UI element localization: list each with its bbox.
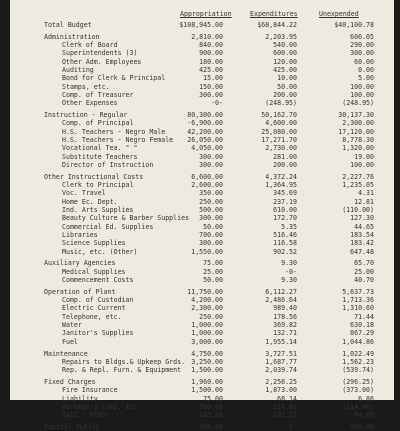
unexpended-value: 1,235.05 [342, 181, 374, 190]
expenditures-value: 1,687.77 [265, 357, 297, 366]
appropriation-value: 840.00 [199, 41, 223, 50]
unexpended-value: 84.69 [354, 411, 374, 420]
unexpended-value: 12.81 [354, 197, 374, 206]
line-item-row [10, 239, 394, 247]
unexpended-value: 30,137.30 [338, 111, 374, 120]
row-label: Medical Supplies [62, 267, 126, 276]
appropriation-value: 250.00 [199, 197, 223, 206]
unexpended-value: 1,320.00 [342, 144, 374, 153]
unexpended-value: 19.00 [354, 152, 374, 161]
row-label: Liability [62, 394, 98, 403]
unexpended-value: 17,120.00 [338, 127, 374, 136]
appropriation-value: 350.00 [199, 189, 223, 198]
expenditures-value: 540.00 [273, 41, 297, 50]
unexpended-value: 500.00 [350, 423, 374, 431]
expenditures-value: 237.19 [273, 197, 297, 206]
line-item-row [10, 276, 394, 284]
line-item-row [10, 304, 394, 312]
appropriation-value: 42,200.00 [187, 127, 223, 136]
category-row [10, 259, 394, 267]
row-label: Electric Current [62, 304, 126, 313]
unexpended-value: (373.00) [342, 386, 374, 395]
line-item-row [10, 214, 394, 222]
expenditures-value: 610.00 [273, 206, 297, 215]
expenditures-value: 345.69 [273, 189, 297, 198]
line-item-row [10, 49, 394, 57]
unexpended-value: 300.00 [350, 49, 374, 58]
appropriation-value: 2,600.00 [191, 181, 223, 190]
unexpended-value: (114.00) [342, 402, 374, 411]
appropriation-value: 6,600.00 [191, 172, 223, 181]
unexpended-value: 647.48 [350, 247, 374, 256]
expenditures-value: 116.58 [273, 239, 297, 248]
expenditures-value: 50,162.70 [261, 111, 297, 120]
appropriation-value: 300.00 [199, 90, 223, 99]
row-label: Ind. Arts Supplies [62, 206, 134, 215]
expenditures-value: 50.00 [277, 82, 297, 91]
line-item-row [10, 403, 394, 411]
unexpended-value: 183.54 [350, 230, 374, 239]
row-label: Voc. Travel [62, 189, 106, 198]
unexpended-value: 5,637.73 [342, 287, 374, 296]
line-item-row [10, 321, 394, 329]
row-label: Janitor's Supplies [62, 329, 134, 338]
appropriation-value: 25.00 [203, 267, 223, 276]
budget-table [10, 21, 394, 431]
appropriation-value: $108,945.00 [179, 21, 223, 29]
unexpended-value: (248.95) [342, 99, 374, 108]
unexpended-value: 867.29 [350, 329, 374, 338]
line-item-row [10, 296, 394, 304]
appropriation-value: 900.00 [199, 49, 223, 58]
line-item-row [10, 411, 394, 419]
expenditures-value: 516.46 [273, 230, 297, 239]
appropriation-value: 250.00 [199, 312, 223, 321]
row-label: Comp. of Principal [62, 119, 134, 128]
row-label: Repairs to Bldgs.& Upkeep Grds. [62, 357, 186, 366]
expenditures-value: 989.40 [273, 304, 297, 313]
unexpended-value: 8,778.30 [342, 136, 374, 145]
row-label: Total Budget [44, 21, 92, 29]
line-item-row [10, 58, 394, 66]
expenditures-value: 101.31 [273, 411, 297, 420]
row-label: H.S. Teachers - Negro Female [62, 136, 174, 145]
line-item-row [10, 153, 394, 161]
line-item-row [10, 119, 394, 127]
row-label: Other Instructional Costs [44, 172, 144, 181]
expenditures-value: 25,080.00 [261, 127, 297, 136]
category-row [10, 350, 394, 358]
unexpended-value: 71.44 [354, 312, 374, 321]
line-item-row [10, 198, 394, 206]
unexpended-value: 44.65 [354, 222, 374, 231]
appropriation-value: 425.00 [199, 66, 223, 75]
appropriation-value: 2,300.00 [191, 304, 223, 313]
unexpended-value: 1,022.49 [342, 349, 374, 358]
unexpended-value: 1,713.36 [342, 296, 374, 305]
appropriation-value: 50.00 [203, 222, 223, 231]
expenditures-value: -0- [285, 267, 297, 276]
unexpended-value: (110.00) [342, 206, 374, 215]
expenditures-value: 2,730.00 [265, 144, 297, 153]
unexpended-value: 40.70 [354, 275, 374, 284]
appropriation-value: 150.00 [199, 82, 223, 91]
row-label: Other Expenses [62, 99, 118, 108]
appropriation-value: 4,200.00 [191, 296, 223, 305]
appropriation-value: 4,050.00 [191, 144, 223, 153]
line-item-row [10, 41, 394, 49]
expenditures-value: $68,844.22 [257, 21, 297, 29]
expenditures-value: 200.00 [273, 160, 297, 169]
expenditures-value: (248.95) [265, 99, 297, 108]
appropriation-value: 4,750.00 [191, 349, 223, 358]
line-item-row [10, 91, 394, 99]
row-label: Commercial Ed. Supplies [62, 222, 154, 231]
category-row [10, 423, 394, 431]
expenditures-value: 9.30 [281, 259, 297, 268]
appropriation-value: 3,000.00 [191, 337, 223, 346]
appropriation-value: 300.00 [199, 160, 223, 169]
line-item-row [10, 144, 394, 152]
row-label: Clerk to Principal [62, 181, 134, 190]
row-label: Fixed Charges [44, 378, 96, 387]
appropriation-value: 50.00 [203, 275, 223, 284]
appropriation-value: 500.00 [199, 206, 223, 215]
expenditures-value: 17,271.70 [261, 136, 297, 145]
line-item-row [10, 268, 394, 276]
row-label: Libraries [62, 230, 98, 239]
row-label: Capital Outlay [44, 423, 100, 431]
appropriation-value: 1,960.00 [191, 378, 223, 387]
unexpended-value: 2,227.76 [342, 172, 374, 181]
row-label: Science Supplies [62, 239, 126, 248]
appropriation-value: 180.00 [199, 57, 223, 66]
expenditures-value: 132.71 [273, 329, 297, 338]
unexpended-value: 100.00 [350, 82, 374, 91]
category-row [10, 378, 394, 386]
row-label: Comp. of Treasurer [62, 90, 134, 99]
unexpended-value: 606.05 [350, 32, 374, 41]
unexpended-value: $40,100.78 [334, 21, 374, 29]
appropriation-value: 75.00 [203, 394, 223, 403]
expenditures-value: 172.70 [273, 214, 297, 223]
appropriation-value: 300.00 [199, 239, 223, 248]
expenditures-value: 10.00 [277, 74, 297, 83]
row-label: Telephone, etc. [62, 312, 122, 321]
category-row [10, 21, 394, 29]
appropriation-value: 185.00 [199, 411, 223, 420]
unexpended-value: 1,562.23 [342, 357, 374, 366]
unexpended-value: 2,300.00 [342, 119, 374, 128]
appropriation-value: 2,810.00 [191, 32, 223, 41]
line-item-row [10, 189, 394, 197]
line-item-row [10, 248, 394, 256]
expenditures-value: 5.35 [281, 222, 297, 231]
appropriation-value: -0- [211, 99, 223, 108]
expenditures-value: -0- [285, 423, 297, 431]
category-row [10, 33, 394, 41]
row-label: OASI - Other [62, 411, 110, 420]
unexpended-value: (539.74) [342, 366, 374, 375]
unexpended-value: 630.18 [350, 321, 374, 330]
row-label: Maintenance [44, 349, 88, 358]
expenditures-value: 1,364.95 [265, 181, 297, 190]
appropriation-value: 1,550.00 [191, 247, 223, 256]
expenditures-value: 600.00 [273, 49, 297, 58]
unexpended-value: 6.86 [358, 394, 374, 403]
unexpended-value: 290.00 [350, 41, 374, 50]
row-label: Director of Instruction [62, 160, 154, 169]
expenditures-value: 3,727.51 [265, 349, 297, 358]
line-item-row [10, 358, 394, 366]
unexpended-value: 183.42 [350, 239, 374, 248]
expenditures-value: 1,873.00 [265, 386, 297, 395]
unexpended-value: 25.00 [354, 267, 374, 276]
appropriation-value: 1,000.00 [191, 329, 223, 338]
unexpended-value: 65.70 [354, 259, 374, 268]
row-label: Rep. & Repl. Furn. & Equipment [62, 366, 182, 375]
line-item-row [10, 99, 394, 107]
appropriation-value: 300.00 [199, 152, 223, 161]
expenditures-value: 9.30 [281, 275, 297, 284]
row-label: Administration [44, 32, 100, 41]
unexpended-value: 4.31 [358, 189, 374, 198]
appropriation-value: 15.00 [203, 74, 223, 83]
appropriation-value: 1,000.00 [191, 321, 223, 330]
appropriation-value: 3,250.00 [191, 357, 223, 366]
category-row [10, 288, 394, 296]
unexpended-value: 100.00 [350, 90, 374, 99]
line-item-row [10, 313, 394, 321]
appropriation-value: 700.00 [199, 230, 223, 239]
expenditures-value: 2,039.74 [265, 366, 297, 375]
expenditures-header: Expenditures [250, 10, 298, 18]
expenditures-value: 2,256.25 [265, 378, 297, 387]
row-label: Operation of Plant [44, 287, 116, 296]
appropriation-value: 75.00 [203, 259, 223, 268]
line-item-row [10, 395, 394, 403]
column-headers [10, 10, 394, 20]
row-label: Superintendents (3) [62, 49, 138, 58]
appropriation-value: 1,500.00 [191, 366, 223, 375]
row-label: Water [62, 321, 82, 330]
line-item-row [10, 366, 394, 374]
line-item-row [10, 386, 394, 394]
unexpended-header: Unexpended [319, 10, 359, 18]
row-label: Comp. of Custodian [62, 296, 134, 305]
expenditures-value: 1,955.14 [265, 337, 297, 346]
row-label: Music, etc. (Other) [62, 247, 138, 256]
appropriation-header: Appropriation [180, 10, 232, 18]
row-label: Home Ec. Dept. [62, 197, 118, 206]
line-item-row [10, 329, 394, 337]
appropriation-value: 26,050.00 [187, 136, 223, 145]
expenditures-value: 6,112.27 [265, 287, 297, 296]
row-label: Instruction - Regular [44, 111, 128, 120]
row-label: Auxiliary Agencies [44, 259, 116, 268]
expenditures-value: 2,486.64 [265, 296, 297, 305]
unexpended-value: 5.00 [358, 74, 374, 83]
row-label: Fire Insurance [62, 386, 118, 395]
appropriation-value: 11,750.00 [187, 287, 223, 296]
category-row [10, 111, 394, 119]
line-item-row [10, 223, 394, 231]
expenditures-value: 281.00 [273, 152, 297, 161]
line-item-row [10, 161, 394, 169]
unexpended-value: 100.00 [350, 160, 374, 169]
expenditures-value: 902.52 [273, 247, 297, 256]
row-label: Fuel [62, 337, 78, 346]
unexpended-value: 1,044.86 [342, 337, 374, 346]
appropriation-value: -6,900.00 [187, 119, 223, 128]
line-item-row [10, 74, 394, 82]
expenditures-value: 425.00 [273, 66, 297, 75]
expenditures-value: 200.00 [273, 90, 297, 99]
line-item-row [10, 136, 394, 144]
appropriation-value: 500.00 [199, 423, 223, 431]
unexpended-value: 60.00 [354, 57, 374, 66]
expenditures-value: 2,203.95 [265, 32, 297, 41]
category-row [10, 173, 394, 181]
expenditures-value: 120.00 [273, 57, 297, 66]
expenditures-value: 4,600.00 [265, 119, 297, 128]
row-label: Auditing [62, 66, 94, 75]
line-item-row [10, 66, 394, 74]
expenditures-value: 314.00 [273, 402, 297, 411]
unexpended-value: 1,310.60 [342, 304, 374, 313]
expenditures-value: 68.14 [277, 394, 297, 403]
line-item-row [10, 83, 394, 91]
appropriation-value: 1,500.00 [191, 386, 223, 395]
row-label: Beauty Culture & Barber Supplies [62, 214, 190, 223]
expenditures-value: 369.82 [273, 321, 297, 330]
line-item-row [10, 206, 394, 214]
appropriation-value: 200.00 [199, 402, 223, 411]
line-item-row [10, 128, 394, 136]
unexpended-value: (296.25) [342, 378, 374, 387]
row-label: Stamps, etc. [62, 82, 110, 91]
row-label: Workmen's Comp. Ins. [62, 402, 142, 411]
row-label: Commencement Costs [62, 275, 134, 284]
row-label: Bond for Clerk & Principal [62, 74, 166, 83]
line-item-row [10, 231, 394, 239]
budget-document-page [10, 0, 394, 431]
unexpended-value: 0.00 [358, 66, 374, 75]
appropriation-value: 80,300.00 [187, 111, 223, 120]
row-label: Vocational Tea. " " [62, 144, 138, 153]
row-label: Other Adm. Employees [62, 57, 142, 66]
expenditures-value: 178.56 [273, 312, 297, 321]
appropriation-value: 300.00 [199, 214, 223, 223]
row-label: H.S. Teachers - Negro Male [62, 127, 166, 136]
expenditures-value: 4,372.24 [265, 172, 297, 181]
row-label: Substitute Teachers [62, 152, 138, 161]
unexpended-value: 127.30 [350, 214, 374, 223]
line-item-row [10, 338, 394, 346]
line-item-row [10, 181, 394, 189]
row-label: Clerk of Board [62, 41, 118, 50]
